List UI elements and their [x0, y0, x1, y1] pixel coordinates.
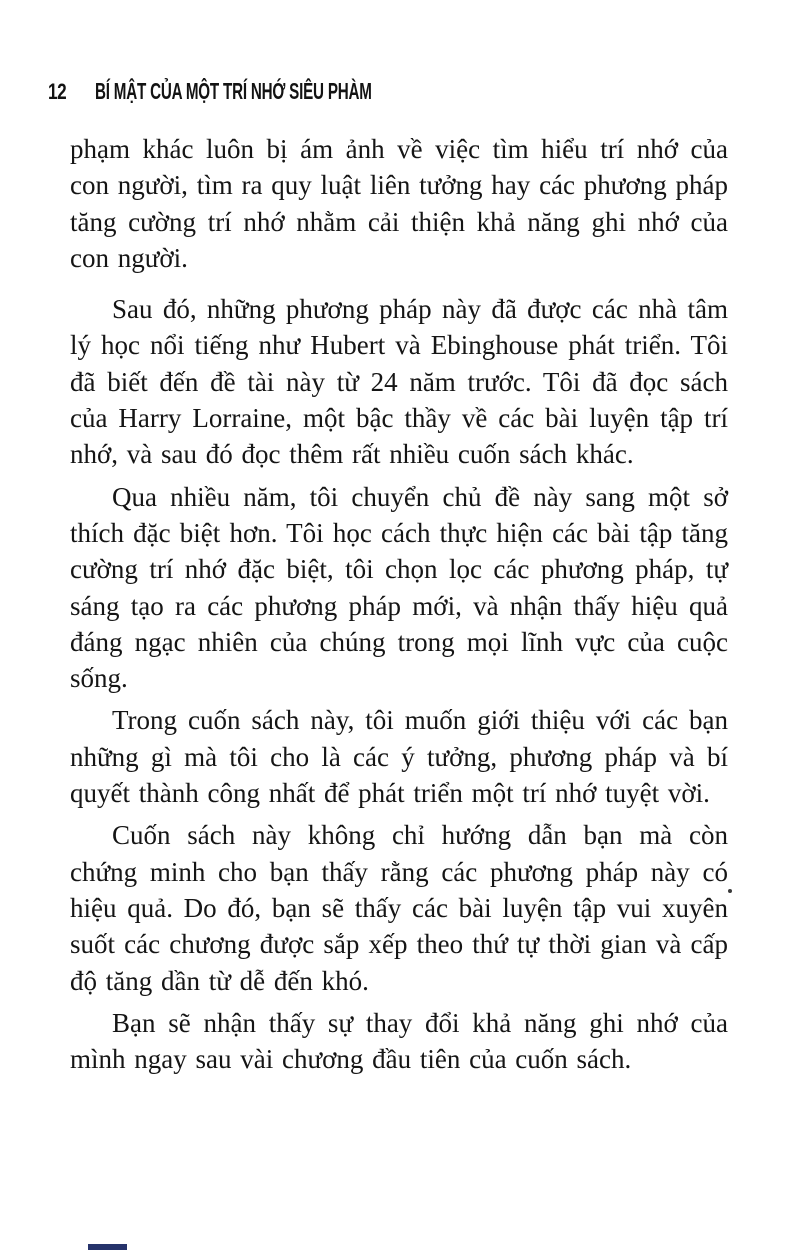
scan-artifact-bar [88, 1244, 127, 1250]
paragraph-5: Cuốn sách này không chỉ hướng dẫn bạn mà còn chứng minh cho bạn thấy rằng các phương pháp này có hiệu quả. Do đó, bạn sẽ thấy các bài luyện tập vui xuyên suốt các chương được sắp xếp theo thứ tự thời gian và cấp độ tăng dần từ dễ đến khó. [70, 820, 728, 996]
paragraph-4: Trong cuốn sách này, tôi muốn giới thiệu với các bạn những gì mà tôi cho là các ý tưởng, phương pháp và bí quyết thành công nhất để phát triển một trí nhớ tuyệt vời. [70, 705, 728, 809]
paragraph-3: Qua nhiều năm, tôi chuyển chủ đề này sang một sở thích đặc biệt hơn. Tôi học cách thực hiện các bài tập tăng cường trí nhớ đặc biệt, tôi chọn lọc các phương pháp, tự sáng tạo ra các phương pháp mới, và nhận thấy hiệu quả đáng ngạc nhiên của chúng trong mọi lĩnh vực của cuộc sống. [70, 481, 728, 694]
page-header [48, 78, 515, 105]
paragraph-2: Sau đó, những phương pháp này đã được các nhà tâm lý học nổi tiếng như Hubert và Ebinghouse phát triển. Tôi đã biết đến đề tài này từ 24 năm trước. Tôi đã đọc sách của Harry Lorraine, một bậc thầy về các bài luyện tập trí nhớ, và sau đó đọc thêm rất nhiều cuốn sách khác. [70, 294, 728, 470]
page-body [70, 131, 728, 1083]
scan-artifact-dot [728, 889, 732, 893]
paragraph-6: Bạn sẽ nhận thấy sự thay đổi khả năng ghi nhớ của mình ngay sau vài chương đầu tiên của cuốn sách. [70, 1007, 728, 1075]
paragraph-1: phạm khác luôn bị ám ảnh về việc tìm hiểu trí nhớ của con người, tìm ra quy luật liên tưởng hay các phương pháp tăng cường trí nhớ nhằm cải thiện khả năng ghi nhớ của con người. [70, 134, 728, 273]
page-number: 12 [48, 79, 67, 104]
running-title: BÍ MẬT CỦA MỘT TRÍ NHỚ SIÊU PHÀM [95, 78, 373, 104]
